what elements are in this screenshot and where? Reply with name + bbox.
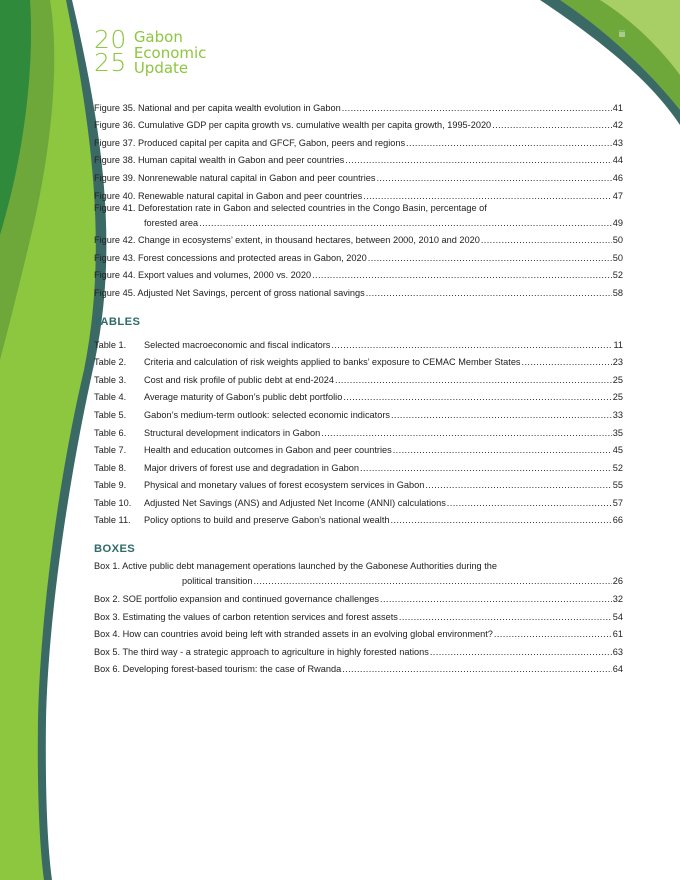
- toc-entry-figure-36[interactable]: Figure 36. Cumulative GDP per capita growth vs. cumulative wealth per capita growth, 1995-2020 ..... 42: [94, 114, 623, 132]
- toc-entry-box-1[interactable]: Box 1. Active public debt management operations launched by the Gabonese Authorities during the political transition ..... 26: [94, 560, 623, 587]
- toc-entry-figure-42[interactable]: Figure 42. Change in ecosystems’ extent, in thousand hectares, between 2000, 2010 and 2020 ..... 50: [94, 229, 623, 247]
- logo-title-line-2: Economic: [133, 43, 207, 62]
- logo-title: [134, 30, 207, 77]
- toc-page-number: 63: [612, 646, 623, 657]
- page-number: iii: [619, 29, 625, 39]
- toc-entry-figure-40[interactable]: Figure 40. Renewable natural capital in Gabon and peer countries ..... 47: [94, 184, 623, 202]
- toc-entry-table-10[interactable]: Table 10. Adjusted Net Savings (ANS) and Adjusted Net Income (ANNI) calculations ..... 57: [94, 491, 623, 509]
- toc-page-number: 61: [612, 629, 623, 640]
- toc-page-number: 23: [612, 357, 623, 368]
- toc-entry-figure-38[interactable]: Figure 38. Human capital wealth in Gabon and peer countries ..... 44: [94, 149, 623, 167]
- toc-page-number: 25: [612, 392, 623, 403]
- toc-entry-figure-37[interactable]: Figure 37. Produced capital per capita and GFCF, Gabon, peers and regions ..... 43: [94, 131, 623, 149]
- toc-page-number: 41: [612, 102, 623, 113]
- toc-page-number: 55: [612, 480, 623, 491]
- toc-entry-figure-41[interactable]: Figure 41. Deforestation rate in Gabon and selected countries in the Congo Basin, percentage of forested area ..... 49: [94, 202, 623, 229]
- toc-page-number: 32: [612, 594, 623, 605]
- toc-page-number: 45: [612, 445, 623, 456]
- toc-page-number: 42: [612, 120, 623, 131]
- tables-heading: TABLES: [94, 315, 141, 328]
- toc-entry-box-5[interactable]: Box 5. The third way - a strategic approach to agriculture in highly forested nations ..... 63: [94, 640, 623, 658]
- toc-entry-figure-44[interactable]: Figure 44. Export values and volumes, 2000 vs. 2020 ..... 52: [94, 264, 623, 282]
- toc-page-number: 50: [612, 252, 623, 263]
- toc-page-number: 58: [612, 287, 623, 298]
- boxes-heading: BOXES: [94, 543, 136, 556]
- toc-entry-box-3[interactable]: Box 3. Estimating the values of carbon retention services and forest assets ..... 54: [94, 605, 623, 623]
- toc-page-number: 54: [612, 611, 623, 622]
- toc-page-number: 52: [612, 270, 623, 281]
- toc-entry-box-6[interactable]: Box 6. Developing forest-based tourism: the case of Rwanda ..... 64: [94, 658, 623, 676]
- toc-page-number: 52: [612, 462, 623, 473]
- logo-title-line-3: Update: [133, 59, 189, 77]
- toc-page-number: 33: [612, 409, 623, 420]
- toc-page-number: 47: [612, 190, 623, 201]
- toc-entry-figure-45[interactable]: Figure 45. Adjusted Net Savings, percent of gross national savings ..... 58: [94, 281, 623, 299]
- toc-entry-figure-35[interactable]: Figure 35. National and per capita wealth evolution in Gabon ..... 41: [94, 96, 623, 114]
- toc-page-number: 35: [612, 427, 623, 438]
- logo-year: [94, 25, 127, 77]
- toc-entry-figure-39[interactable]: Figure 39. Nonrenewable natural capital in Gabon and peer countries ..... 46: [94, 166, 623, 184]
- toc-page-number: 64: [612, 664, 623, 675]
- logo-year-top: 20: [94, 25, 127, 54]
- toc-page-number: 25: [612, 374, 623, 385]
- toc-page-number: 50: [612, 235, 623, 246]
- toc-entry-table-1[interactable]: Table 1. Selected macroeconomic and fiscal indicators ..... 11: [94, 333, 623, 351]
- boxes-list: [94, 560, 623, 675]
- logo-year-bottom: 25: [94, 48, 127, 77]
- toc-entry-table-8[interactable]: Table 8. Major drivers of forest use and degradation in Gabon ..... 52: [94, 456, 623, 474]
- toc-page-number: 46: [612, 172, 623, 183]
- toc-page-number: 66: [612, 515, 623, 526]
- toc-entry-figure-43[interactable]: Figure 43. Forest concessions and protected areas in Gabon, 2020 ..... 50: [94, 246, 623, 264]
- toc-page-number: 49: [612, 217, 623, 228]
- tables-list: [94, 333, 623, 527]
- toc-page-number: 43: [612, 137, 623, 148]
- logo-title-line-1: Gabon: [133, 28, 183, 46]
- toc-entry-table-11[interactable]: Table 11. Policy options to build and preserve Gabon’s national wealth ..... 66: [94, 509, 623, 527]
- toc-entry-table-7[interactable]: Table 7. Health and education outcomes in Gabon and peer countries ..... 45: [94, 439, 623, 457]
- toc-entry-table-6[interactable]: Table 6. Structural development indicators in Gabon ..... 35: [94, 421, 623, 439]
- figures-list: [94, 96, 623, 299]
- toc-entry-box-2[interactable]: Box 2. SOE portfolio expansion and continued governance challenges ..... 32: [94, 587, 623, 605]
- table-of-contents: [94, 96, 623, 675]
- toc-page-number: 57: [612, 497, 623, 508]
- toc-entry-table-9[interactable]: Table 9. Physical and monetary values of forest ecosystem services in Gabon ..... 55: [94, 474, 623, 492]
- toc-page-number: 26: [612, 576, 623, 587]
- toc-entry-table-5[interactable]: Table 5. Gabon’s medium-term outlook: selected economic indicators ..... 33: [94, 403, 623, 421]
- toc-page-number: 11: [613, 339, 623, 350]
- toc-entry-table-4[interactable]: Table 4. Average maturity of Gabon’s public debt portfolio ..... 25: [94, 386, 623, 404]
- toc-page-number: 44: [612, 155, 623, 166]
- report-logo: [94, 25, 207, 77]
- toc-entry-table-3[interactable]: Table 3. Cost and risk profile of public debt at end-2024 ..... 25: [94, 368, 623, 386]
- toc-entry-box-4[interactable]: Box 4. How can countries avoid being left with stranded assets in an evolving global environment? ..... 61: [94, 623, 623, 641]
- toc-entry-table-2[interactable]: Table 2. Criteria and calculation of risk weights applied to banks’ exposure to CEMAC Member States ..... 23: [94, 351, 623, 369]
